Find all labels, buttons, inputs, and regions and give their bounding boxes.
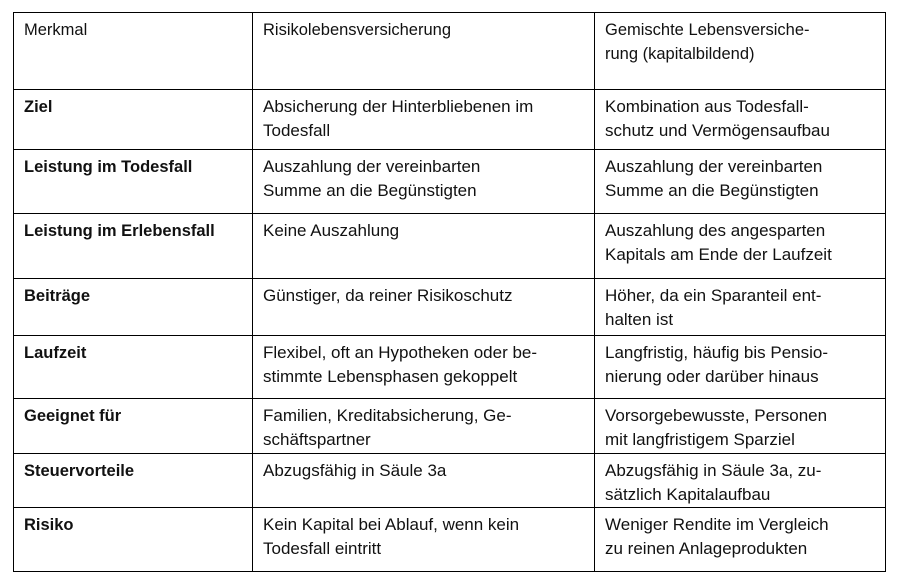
row-mixed-value: Langfristig, häufig bis Pensio- nierung oder darüber hinaus [595, 336, 886, 399]
row-risk-value: Abzugsfähig in Säule 3a [253, 454, 595, 508]
header-row [14, 13, 886, 90]
header-mixed-insurance: Gemischte Lebensversiche- rung (kapitalbildend) [595, 13, 886, 90]
row-mixed-value: Vorsorgebewusste, Personen mit langfristigem Sparziel [595, 399, 886, 454]
row-risk-value: Familien, Kreditabsicherung, Ge- schäftspartner [253, 399, 595, 454]
comparison-table [13, 12, 886, 572]
header-risk-insurance: Risikolebensversicherung [253, 13, 595, 90]
row-feature: Leistung im Erlebensfall [14, 214, 253, 279]
table-row [14, 336, 886, 399]
table-row [14, 508, 886, 572]
row-risk-value: Flexibel, oft an Hypotheken oder be- stimmte Lebensphasen gekoppelt [253, 336, 595, 399]
row-risk-value: Auszahlung der vereinbarten Summe an die Begünstigten [253, 150, 595, 214]
row-risk-value: Keine Auszahlung [253, 214, 595, 279]
row-mixed-value: Höher, da ein Sparanteil ent- halten ist [595, 279, 886, 336]
table-row [14, 90, 886, 150]
table-header [14, 13, 886, 90]
row-feature: Beiträge [14, 279, 253, 336]
row-mixed-value: Auszahlung der vereinbarten Summe an die Begünstigten [595, 150, 886, 214]
table-row [14, 150, 886, 214]
row-risk-value: Kein Kapital bei Ablauf, wenn kein Todesfall eintritt [253, 508, 595, 572]
row-feature: Leistung im Todesfall [14, 150, 253, 214]
row-mixed-value: Kombination aus Todesfall- schutz und Vermögensaufbau [595, 90, 886, 150]
row-risk-value: Günstiger, da reiner Risikoschutz [253, 279, 595, 336]
row-feature: Laufzeit [14, 336, 253, 399]
table-row [14, 399, 886, 454]
header-feature: Merkmal [14, 13, 253, 90]
row-feature: Risiko [14, 508, 253, 572]
table-body [14, 90, 886, 572]
table-row [14, 214, 886, 279]
row-mixed-value: Abzugsfähig in Säule 3a, zu- sätzlich Kapitalaufbau [595, 454, 886, 508]
table-row [14, 454, 886, 508]
row-feature: Steuervorteile [14, 454, 253, 508]
table-row [14, 279, 886, 336]
row-feature: Geeignet für [14, 399, 253, 454]
row-mixed-value: Weniger Rendite im Vergleich zu reinen Anlageprodukten [595, 508, 886, 572]
row-feature: Ziel [14, 90, 253, 150]
row-mixed-value: Auszahlung des angesparten Kapitals am Ende der Laufzeit [595, 214, 886, 279]
row-risk-value: Absicherung der Hinterbliebenen im Todesfall [253, 90, 595, 150]
